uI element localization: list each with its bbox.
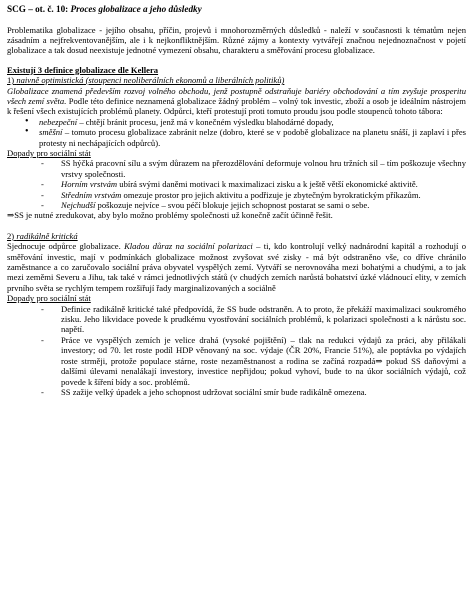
intro-paragraph: Problematika globalizace - jejího obsahu, příčin, projevů i mnohorozměrných důsledků - naleží v současnosti k tématům nejen zásadním a nejfrekventovanějším, ale i k nejkonfliktnějším. Různé zájmy a kontexty vytvářejí značnou nejednoznačnost v pojetí globalizace a tak dosud neexistuje jednotné vymezení obsahu, charakteru a směřování procesu globalizace. [7, 24, 466, 56]
impact-text: ubírá svými daněmi motivaci k maximalizaci zisku a k ještě větší ekonomické aktivitě. [119, 179, 418, 190]
title-topic: Proces globalizace a jeho důsledky [70, 4, 202, 14]
title-prefix: SCG – ot. č. 10: [7, 4, 69, 14]
bullet-term: nebezpeční [39, 116, 78, 127]
part2-paragraph-rest: – ti, kdo kontrolují velký nadnárodní kapitál a rozhodují o směřování investic, mají v podmínkách globalizace možnost zvyšovat své zisky - má být odstraněno vše, co dříve chránilo zaměstnance a co zaručovalo sociální práva obyvatel vyspělých zemí. Vytváří se nerovnováha mezi bohatými a chudými, a to jak mezi zeměmi Severu a Jihu, tak také v rámci jednotlivých států (v chudých zemích narůstá bohatství úzké vládnoucí elity, v zemích prvního světa se rychlým tempem rozšiřují řady marginalizovaných a sociálně [7, 241, 467, 293]
list-item [41, 158, 466, 179]
list-item [41, 200, 466, 210]
part1-impacts-heading: Dopady pro sociální stát [7, 147, 91, 158]
list-item: - Definice radikálně kritické také předpovídá, že SS bude odstraněn. A to proto, že překáží maximalizaci soukromého zisku. Jeho likvidace povede k prudkému vyostřování sociálních problémů, k polarizaci společnosti a k nárůstu soc. napětí. [41, 304, 466, 335]
impact-text: SS hýčká pracovní sílu a svým důrazem na přerozdělování deformuje volnou hru tržních sil – tím poškozuje všechny vrstvy společnosti. [61, 158, 466, 179]
bullet-text: – chtějí bránit procesu, jenž má v konečném výsledku blahodárné dopady, [79, 116, 334, 127]
list-item [27, 127, 466, 148]
impact-text: omezuje prostor pro jejich aktivitu a podřizuje je zbytečným byrokratickým příkazům. [123, 189, 421, 200]
part1-number: 1) [7, 75, 15, 86]
list-item [27, 117, 466, 127]
section-heading: Existují 3 definice globalizace dle Kellera [7, 64, 159, 75]
part2-number: 2) [7, 230, 15, 241]
part2-heading [7, 231, 466, 241]
document-title [7, 4, 466, 16]
part2-name: radikálně kritická [16, 230, 78, 241]
bullet-term: směšní [39, 127, 63, 138]
part1-name: naivně optimistická [16, 75, 84, 86]
part1-paragraph-italic: Globalizace znamená především rozvoj volného obchodu, jenž postupně odstraňuje bariéry obchodování a tím zvyšuje prosperitu všech zemí světa. [7, 85, 466, 106]
part2-paragraph-start: Sjednocuje odpůrce globalizace. [7, 241, 121, 252]
part1-conclusion: ⇒SS je nutné zredukovat, aby bylo možno problémy společnosti už konečně začít účinně řešit. [7, 210, 333, 221]
opponents-list [7, 117, 466, 148]
part2-impacts-heading: Dopady pro sociální stát [7, 293, 91, 304]
part1-impacts-list [7, 158, 466, 210]
part2-impacts-list [7, 304, 466, 398]
impact-text: poškozuje nejvíce – svou péčí blokuje jejich schopnost postarat se sami o sebe. [97, 200, 370, 210]
part1-heading [7, 75, 466, 85]
impact-lead: Středním vrstvám [61, 189, 122, 200]
definitions-section [7, 65, 466, 398]
bullet-text: – tomuto procesu globalizace zabránit nelze (dobro, které se v podobě globalizace na planetu snáší, ji zaplaví i přes protesty ni nechápajících odpůrců). [39, 127, 466, 148]
list-item: - SS zažije velký úpadek a jeho schopnost udržovat sociální smír bude radikálně omezena. [41, 387, 466, 397]
list-item: - Práce ve vyspělých zemích je velice drahá (vysoké pojištění) – tlak na redukci výdajů za práci, aby přilákali investory; od 70. let roste podíl HDP věnovaný na soc. výdaje (ČR 20%, Francie 51%), ale poptávka po výdajích roste strměji, protože populace stárne, roste nezaměstnanost a rodina se začíná rozpadá⇒ pokud SS daňovými a dalšími úlevami nenalákají investory, investice nepřijdou; pokud vyhoví, bude to na úkor sociálních výdajů, což povede k šíření bídy a soc. problémů. [41, 335, 466, 387]
impact-lead: Nejchudší [61, 200, 96, 210]
impact-lead: Horním vrstvám [61, 179, 118, 190]
part2-paragraph [7, 241, 466, 293]
part1-paragraph [7, 86, 466, 117]
list-item [41, 190, 466, 200]
part1-note: (stoupenci neoliberálních ekonomů a liberálních politiků) [85, 75, 285, 86]
part2-paragraph-italic: Kladou důraz na sociální polarizaci [124, 241, 253, 252]
part1-paragraph-rest: Podle této definice neznamená globalizace žádný problém – volný tok investic, zboží a osob je ideálním nástrojem k řešení všech existujících problémů planety. Odpůrci, kteří protestují proti tomuto proudu jsou podle stoupenců tohoto tábora: [7, 95, 466, 117]
list-item [41, 179, 466, 189]
